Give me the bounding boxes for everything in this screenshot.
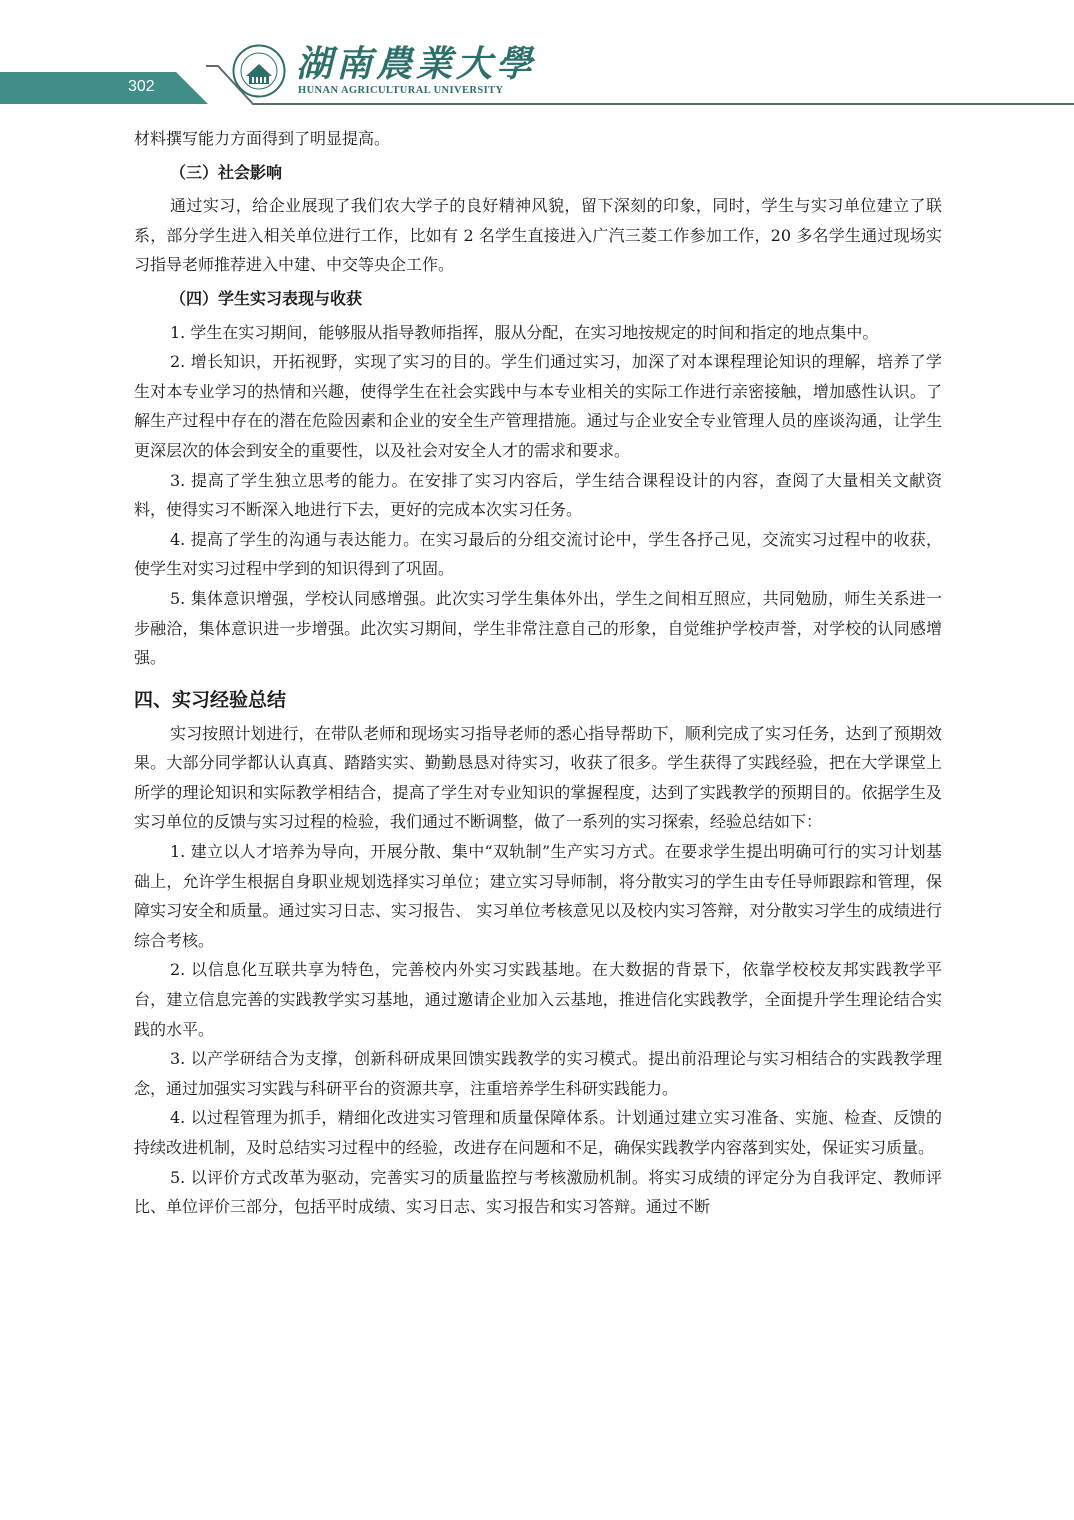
subheading-social-impact: （三）社会影响 [170, 162, 283, 182]
paragraph-continuation: 材料撰写能力方面得到了明显提高。 [134, 129, 391, 148]
university-seal-logo [232, 44, 286, 98]
paragraph-summary-intro: 实习按照计划进行，在带队老师和现场实习指导老师的悉心指导帮助下，顺利完成了实习任务，达到了预期效果。大部分同学都认认真真、踏踏实实、勤勤恳恳对待实习，收获了很多。学生获得了实践经验，把在大学课堂上所学的理论知识和实际教学相结合，提高了学生对专业知识的掌握程度，达到了实践教学的预期目的。依据学生及实习单位的反馈与实习过程的检验，我们通过不断调整，做了一系列的实习探索，经验总结如下： [134, 723, 942, 832]
experience-item-2: 2. 以信息化互联共享为特色，完善校内外实习实践基地。在大数据的背景下，依靠学校校友邦实践教学平台，建立信息完善的实践教学实习基地，通过邀请企业加入云基地，推进信化实践教学，全面提升学生理论结合实践的水平。 [134, 960, 942, 1039]
performance-item-1: 1. 学生在实习期间，能够服从指导教师指挥，服从分配，在实习地按规定的时间和指定的地点集中。 [170, 322, 879, 342]
performance-item-4: 4. 提高了学生的沟通与表达能力。在实习最后的分组交流讨论中，学生各抒己见，交流实习过程中的收获，使学生对实习过程中学到的知识得到了巩固。 [134, 529, 942, 579]
experience-item-4: 4. 以过程管理为抓手，精细化改进实习管理和质量保障体系。计划通过建立实习准备、实施、检查、反馈的持续改进机制，及时总结实习过程中的经验，改进存在问题和不足，确保实践教学内容落到实处，保证实习质量。 [134, 1108, 942, 1157]
header-band [0, 0, 1074, 120]
page-number-tab [0, 72, 208, 104]
paragraph-social-impact: 通过实习，给企业展现了我们农大学子的良好精神风貌，留下深刻的印象，同时，学生与实习单位建立了联系，部分学生进入相关单位进行工作，比如有 2 名学生直接进入广汽三菱工作参加工作，20 多名学生通过现场实习指导老师推荐进入中建、中交等央企工作。 [134, 196, 942, 275]
experience-item-5: 5. 以评价方式改革为驱动，完善实习的质量监控与考核激励机制。将实习成绩的评定分为自我评定、教师评比、单位评价三部分，包括平时成绩、实习日志、实习报告和实习答辩。通过不断 [134, 1167, 942, 1217]
experience-item-3: 3. 以产学研结合为支撑，创新科研成果回馈实践教学的实习模式。提出前沿理论与实习相结合的实践教学理念，通过加强实习实践与科研平台的资源共享，注重培养学生科研实践能力。 [134, 1049, 942, 1098]
section-heading-experience-summary: 四、实习经验总结 [134, 688, 287, 711]
experience-item-1: 1. 建立以人才培养为导向，开展分散、集中“双轨制”生产实习方式。在要求学生提出明确可行的实习计划基础上，允许学生根据自身职业规划选择实习单位；建立实习导师制，将分散实习的学生由专任导师跟踪和管理，保障实习安全和质量。通过实习日志、实习报告、 实习单位考核意见以及校内实习答辩，对分散实习学生的成绩进行综合考核。 [134, 842, 942, 950]
performance-item-2: 2. 增长知识，开拓视野，实现了实习的目的。学生们通过实习，加深了对本课程理论知识的理解，培养了学生对本专业学习的热情和兴趣，使得学生在社会实践中与本专业相关的实际工作进行亲密接触，增加感性认识。了解生产过程中存在的潜在危险因素和企业的安全生产管理措施。通过与企业安全专业管理人员的座谈沟通，让学生更深层次的体会到安全的重要性，以及社会对安全人才的需求和要求。 [134, 352, 942, 460]
performance-item-5: 5. 集体意识增强，学校认同感增强。此次实习学生集体外出，学生之间相互照应，共同勉励，师生关系进一步融洽，集体意识进一步增强。此次实习期间，学生非常注意自己的形象，自觉维护学校声誉，对学校的认同感增强。 [134, 588, 942, 668]
university-name-cn: 湖南農業大學 [296, 43, 537, 85]
page-content [134, 124, 942, 1222]
subheading-student-performance: （四）学生实习表现与收获 [170, 288, 363, 308]
page-number: 302 [128, 78, 155, 95]
university-name-en: HUNAN AGRICULTURAL UNIVERSITY [298, 85, 504, 96]
performance-item-3: 3. 提高了学生独立思考的能力。在安排了实习内容后，学生结合课程设计的内容，查阅了大量相关文献资料，使得实习不断深入地进行下去，更好的完成本次实习任务。 [134, 470, 942, 520]
page-header [0, 0, 1074, 120]
